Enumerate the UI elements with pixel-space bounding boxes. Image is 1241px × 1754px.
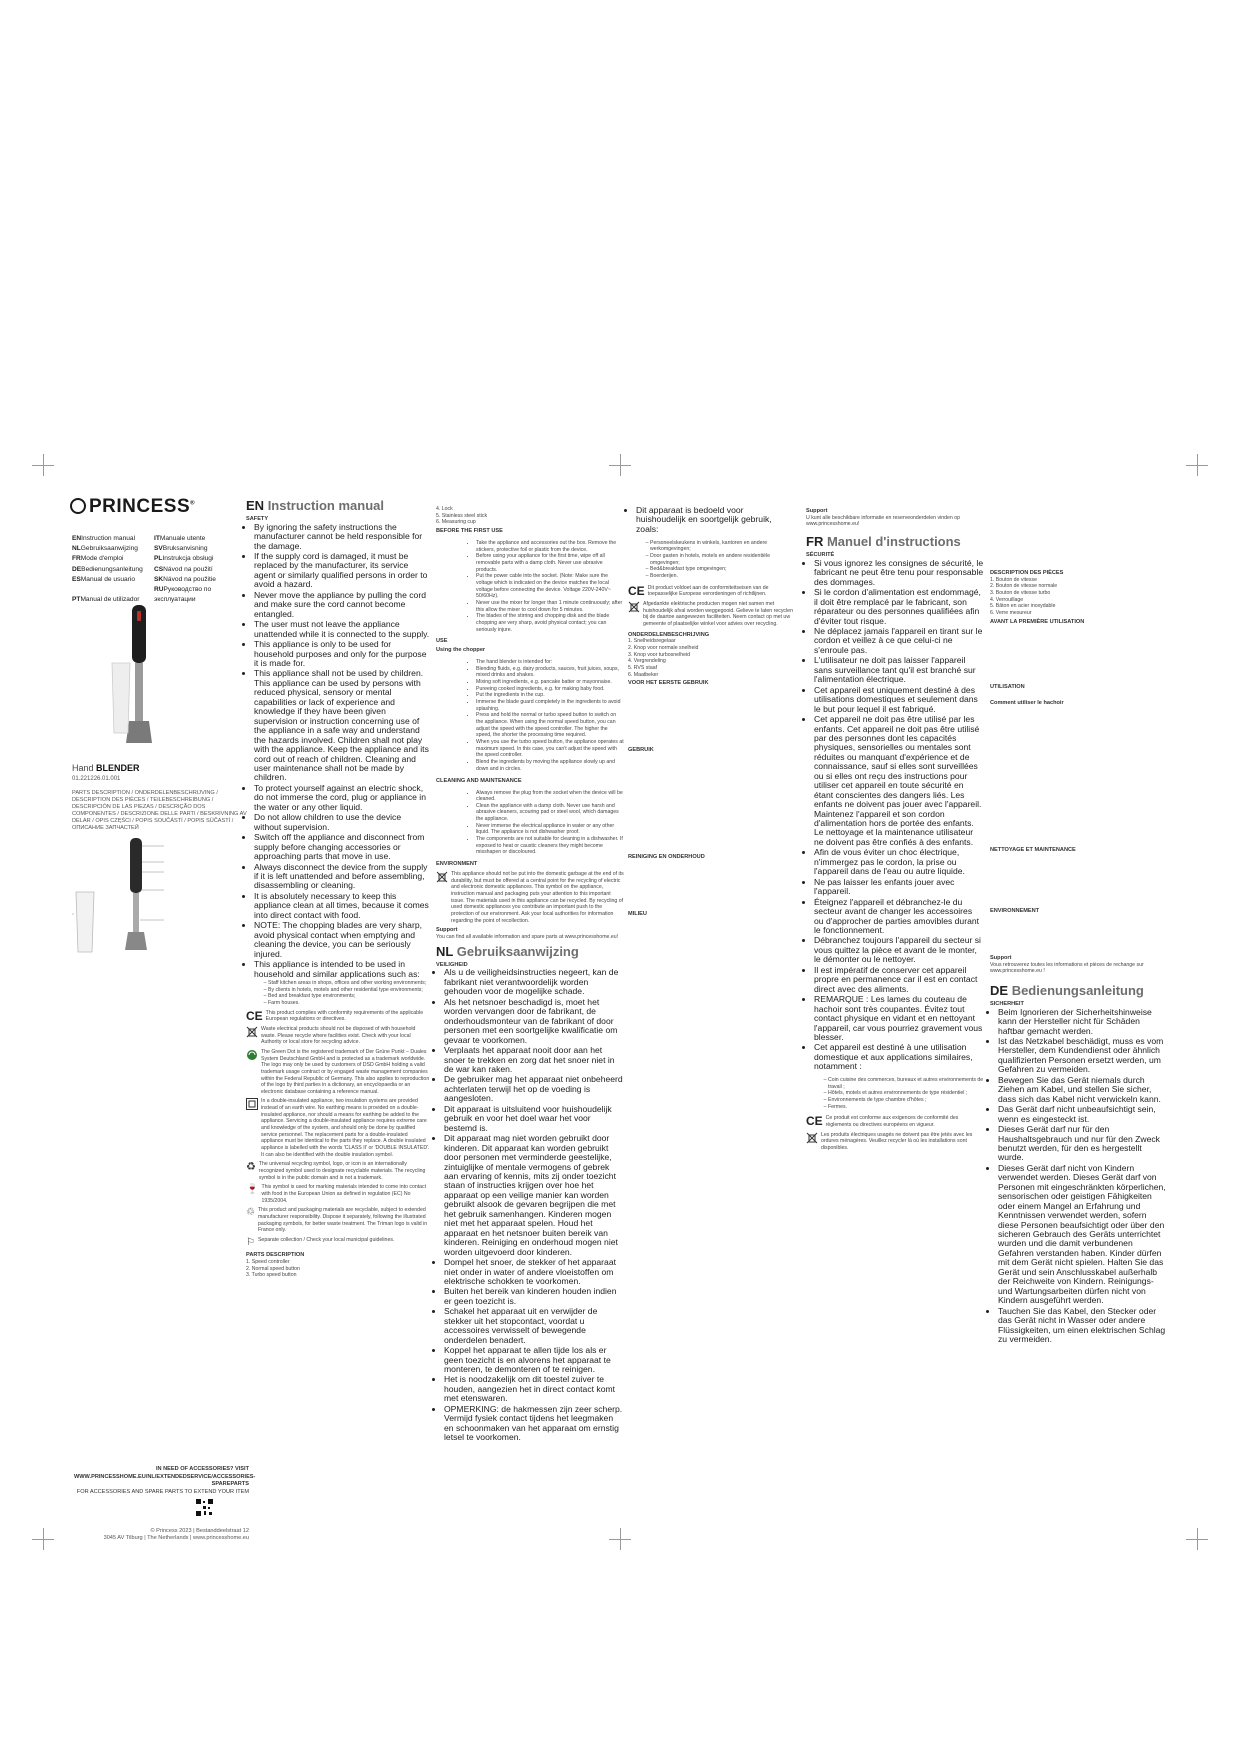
safety-item: • Do not allow children to use the device without supervision. (254, 813, 430, 832)
weee-row: Waste electrical products should not be disposed of with household waste. Please recycle where facilities exist. Check with your local Authority or local store for recycling advice. (246, 1026, 430, 1046)
french-section (806, 506, 984, 1155)
safety-heading-nl: VEILIGHEID (436, 961, 468, 968)
support-heading-fr: Support (990, 954, 1012, 961)
support-text: You can find all available information and spare parts at www.princesshome.eu! (436, 934, 619, 941)
safety-item: • Als het netsnoer beschadigd is, moet het worden vervangen door de fabrikant, de onderhoudsmonteur van de fabrikant of door personen met een soortgelijke kwalificatie om gevaar te voorkomen. (444, 998, 624, 1045)
language-item: ITManuale utente (154, 535, 206, 542)
chopper-item: • Mixing soft ingredients, e.g. pancake batter or mayonnaise. (476, 679, 624, 686)
use-item: – Farm houses. (268, 1000, 430, 1007)
safety-item: • Always disconnect the device from the supply if it is left unattended and before assembling, disassembling or cleaning. (254, 863, 430, 891)
use-item: – By clients in hotels, motels and other residential type environments; (268, 987, 430, 994)
english-continued (436, 506, 624, 1444)
support-heading-nl: Support (806, 508, 828, 514)
safety-item: • Cet appareil est uniquement destiné à des utilisations domestiques et seulement dans le but pour lequel il est fabriqué. (814, 686, 984, 714)
support-text-fr: Vous retrouverez toutes les informations et pièces de rechange sur www.princesshome.eu ! (990, 961, 1144, 975)
brand-ring-icon (70, 498, 86, 514)
recycling-icon: ♻ (246, 1161, 256, 1174)
cleaning-item: • Clean the appliance with a damp cloth. Never use harsh and abrasive cleaners, scouring pad or steel wool, which damages the appliance. (476, 803, 624, 823)
crop-mark-top-center (609, 454, 631, 476)
safety-heading: SAFETY (246, 515, 269, 522)
safety-item: • Beim Ignorieren der Sicherheitshinweise kann der Hersteller nicht für Schäden haftbar gemacht werden. (998, 1008, 1168, 1036)
language-item: ENInstruction manual (72, 535, 136, 542)
glass-fork-icon: 🍷 (246, 1184, 259, 1196)
accessories-footer: IN NEED OF ACCESSORIES? VISIT WWW.PRINCESSHOME.EU/NL/EXTENDEDSERVICE/ACCESSORIES-SPAREPARTS FOR ACCESSORIES AND SPARE PARTS TO EXTEND YOUR ITEM (74, 1466, 256, 1495)
part-item: 2. Knop voor normale snelheid (628, 645, 699, 652)
safety-list-en (246, 523, 430, 979)
parts-heading-fr: DESCRIPTION DES PIÈCES (990, 570, 1064, 576)
before-first-use-list (436, 540, 624, 633)
environment-heading-nl: MILIEU (628, 910, 647, 917)
uses-list-en (246, 980, 430, 1007)
brand-logo: PRINCESS® (70, 496, 195, 518)
parts-diagram (72, 832, 242, 962)
use-heading: USE (436, 638, 448, 645)
cleaning-heading-nl: REINIGING EN ONDERHOUD (628, 853, 705, 860)
safety-item: • This appliance is only to be used for household purposes and only for the purpose it is made for. (254, 640, 430, 668)
safety-item: • Débranchez toujours l'appareil du secteur si vous quittez la pièce et avant de le monter, le démonter ou le nettoyer. (814, 936, 984, 964)
part-item: 3. Turbo speed button (246, 1272, 297, 1279)
parts-list-en (246, 1259, 430, 1279)
before-first-use-heading-nl: VOOR HET EERSTE GEBRUIK (628, 680, 709, 687)
food-contact-row: 🍷 This symbol is used for marking materials intended to come into contact with food in the European Union as defined in regulation (EC) No 1935/2004. (246, 1184, 427, 1204)
parts-list-nl (628, 638, 794, 678)
crossed-bin-icon (436, 871, 448, 883)
ce-row: CE This product complies with conformity requirements of the applicable European regulations or directives. (246, 1008, 424, 1023)
use-item: – Personeelskeukens in winkels, kantoren en andere werkomgevingen; (650, 540, 794, 553)
safety-item: • Afin de vous éviter un choc électrique, n'immergez pas le cordon, la prise ou l'appareil dans de l'eau ou autre liquide. (814, 848, 984, 876)
safety-item: • This appliance shall not be used by children. This appliance can be used by persons with reduced physical, sensory or mental capabilities or lack of experience and knowledge if they have been given supervision or instruction concerning use of the appliance in a safe way and understand the hazards involved. Children shall not play with the appliance. Keep the appliance and its cord out of reach of children. Cleaning and user maintenance shall not be made by children. (254, 669, 430, 782)
safety-item: • OPMERKING: de hakmessen zijn zeer scherp. Vermijd fysiek contact tijdens het leegmaken en schoonmaken van het apparaat om ernstig letsel te voorkomen. (444, 1405, 624, 1443)
safety-item: • Cet appareil ne doit pas être utilisé par les enfants. Cet appareil ne doit pas être utilisé par des personnes dont les capacités physiques, sensorielles ou mentales sont réduites ou manquant d'expérience et de connaissance, sauf si elles sont surveillées ou si elles ont reçu des instructions pour utiliser cet appareil en toute sécurité en étant conscientes des dangers liés. Les enfants ne doivent pas jouer avec l'appareil. Maintenez l'appareil et son cordon d'alimentation hors de portée des enfants. Le nettoyage et la maintenance utilisateur ne doivent pas être confiés à des enfants. (814, 715, 984, 847)
safety-item: • L'utilisateur ne doit pas laisser l'appareil sans surveillance tant qu'il est branché sur l'alimentation électrique. (814, 656, 984, 684)
part-item: 4. Lock (436, 506, 453, 512)
separate-collection-icon: ⚐ (246, 1236, 255, 1248)
safety-item: • By ignoring the safety instructions the manufacturer cannot be held responsible for the damage. (254, 523, 430, 551)
green-dot-icon (246, 1049, 258, 1061)
part-item: 6. Measuring cup (436, 519, 476, 526)
language-item: PTManual de utilizador (72, 596, 140, 604)
safety-item: • Dit apparaat mag niet worden gebruikt door kinderen. Dit apparaat kan worden gebruikt door personen met verminderde geestelijke, zintuiglijke of mentale vermogens of gebrek aan ervaring of kennis, mits zij onder toezicht staan of instructies krijgen over hoe het apparaat op een veilige manier kan worden gebruikt alsook de gevaren begrijpen die met het gebruik samenhangen. Kinderen mogen niet met het apparaat spelen. Houd het apparaat en het netsnoer buiten bereik van kinderen. Reiniging en onderhoud mogen niet worden uitgevoerd door kinderen. (444, 1134, 624, 1257)
language-item: CSNávod na použití (154, 565, 213, 573)
chopper-item: • Immerse the blade guard completely in the ingredients to avoid splashing. (476, 699, 624, 712)
safety-item: • Ne pas laisser les enfants jouer avec l'appareil. (814, 878, 984, 897)
ce-row-nl: CE Dit product voldoet aan de conformiteitseisen van de toepasselijke Europese verordeningen of richtlijnen. (628, 583, 769, 598)
use-item: – Staff kitchen areas in shops, offices and other working environments; (268, 980, 430, 987)
use-heading-fr: UTILISATION (990, 683, 1025, 690)
language-item: SKNávod na použitie (154, 575, 216, 583)
part-item: 1. Speed controller (246, 1258, 290, 1265)
ce-mark-icon: CE (628, 583, 645, 598)
safety-item: • Si le cordon d'alimentation est endommagé, il doit être remplacé par le fabricant, son réparateur ou des personnes qualifiées afin d'éviter tout risque. (814, 588, 984, 626)
language-item: NLGebruiksaanwijzing (72, 545, 138, 553)
safety-item: • Schakel het apparaat uit en verwijder de stekker uit het stopcontact, voordat u accessoires verwisselt of bewegende onderdelen benadert. (444, 1307, 624, 1345)
safety-item: • Éteignez l'appareil et débranchez-le du secteur avant de changer les accessoires ou d'approcher de parties amovibles durant le fonctionnement. (814, 898, 984, 936)
safety-item: • Si vous ignorez les consignes de sécurité, le fabricant ne peut être tenu pour responsable des dommages. (814, 559, 984, 587)
before-item: • Take the appliance and accessories out the box. Remove the stickers, protective foil or plastic from the device. (476, 540, 624, 553)
safety-list-nl (436, 968, 624, 1442)
parts-description-header: PARTS DESCRIPTION / ONDERDELENBESCHRIJVING / DESCRIPTION DES PIÈCES / TEILEBESCHREIBUNG / DESCRIPCIÓN DE LAS PIEZAS / DESCRIÇÃO DOS COMPONENTES / DESCRIZIONE DELLE PARTI / BESKRIVNING AV DELAR / OPIS CZĘŚCI / POPIS SOUČÁSTÍ / POPIS SÚČASTÍ / ОПИСАНИЕ ЗАПЧАСТЕЙ (72, 790, 247, 831)
safety-item: • Koppel het apparaat te allen tijde los als er geen toezicht is en alvorens het apparaat te monteren, te demonteren of te reinigen. (444, 1346, 624, 1374)
use-item: – Door gasten in hotels, motels en andere residentiële omgevingen; (650, 553, 794, 566)
product-title: Hand BLENDER (72, 763, 140, 773)
safety-item: • Dompel het snoer, de stekker of het apparaat niet onder in water of andere vloeistoffen om elektrische schokken te voorkomen. (444, 1258, 624, 1286)
crossed-bin-icon (806, 1132, 818, 1144)
cleaning-heading-fr: NETTOYAGE ET MAINTENANCE (990, 847, 1076, 854)
crop-mark-top-left (32, 454, 54, 476)
part-item: 2. Bouton de vitesse normale (990, 583, 1058, 590)
crop-mark-top-right (1186, 454, 1208, 476)
part-item: 3. Knop voor turbosnelheid (628, 651, 691, 658)
safety-item: • De gebruiker mag het apparaat niet onbeheerd achterlaten terwijl het op de voeding is aangesloten. (444, 1075, 624, 1103)
safety-item: • NOTE: The chopping blades are very sharp, avoid physical contact when emptying and cleaning the device, you can be seriously injured. (254, 921, 430, 959)
section-title-nl: NL Gebruiksaanwijzing (436, 943, 579, 959)
cleaning-list (436, 790, 624, 857)
section-title-en: EN Instruction manual (246, 498, 384, 513)
address-footer: © Princess 2023 | Bestanddeelstraat 12 3045 AV Tilburg | The Netherlands | www.princesshome.eu (103, 1528, 249, 1542)
safety-list-de (990, 1008, 1168, 1345)
safety-item: • If the supply cord is damaged, it must be replaced by the manufacturer, its service agent or similarly qualified persons in order to avoid a hazard. (254, 552, 430, 590)
language-item: ESManual de usuario (72, 575, 136, 583)
before-first-use-heading: BEFORE THE FIRST USE (436, 527, 503, 534)
parts-list-fr (990, 577, 1168, 617)
chopper-item: • The hand blender is intended for: (476, 659, 624, 666)
triman-icon: ♲ (246, 1207, 255, 1219)
crossed-bin-icon (246, 1026, 258, 1038)
part-item: 5. Stainless steel stick (436, 512, 488, 519)
chopper-item: • Pureeing cooked ingredients, e.g. for making baby food. (476, 686, 624, 693)
part-item: 6. Verre mesureur (990, 610, 1032, 617)
language-item: PLInstrukcja obsługi (154, 555, 214, 563)
uses-list-fr (806, 1077, 984, 1110)
safety-item: • To protect yourself against an electric shock, do not immerse the cord, plug or appliance in the water or any other liquid. (254, 784, 430, 812)
safety-item: • Bewegen Sie das Gerät niemals durch Ziehen am Kabel, und stellen Sie sicher, dass sich das Kabel nicht verwickeln kann. (998, 1076, 1168, 1104)
part-item: 1. Bouton de vitesse (990, 576, 1038, 583)
use-item: – Bed and breakfast type environments; (268, 993, 430, 1000)
safety-item: • Het is noodzakelijk om dit toestel zuiver te houden, aangezien het in direct contact komt met etenswaren. (444, 1375, 624, 1403)
language-item: FRMode d'emploi (72, 555, 124, 563)
safety-item: • Tauchen Sie das Kabel, den Stecker oder das Gerät nicht in Wasser oder andere Flüssigkeiten, um einen elektrischen Schlag zu vermeiden. (998, 1307, 1168, 1345)
chopper-heading: Using the chopper (436, 647, 486, 654)
crop-mark-bottom-left (32, 1528, 54, 1550)
parts-heading-nl: ONDERDELENBESCHRIJVING (628, 631, 710, 638)
before-item: • The blades of the stirring and chopping disk and the blade chopping are very sharp, avoid physical contact; you can seriously injure. (476, 613, 624, 633)
safety-heading-de: SICHERHEIT (990, 1000, 1024, 1007)
cleaning-item: • Never immerse the electrical appliance in water or any other liquid. The appliance is not dishwasher proof. (476, 823, 624, 836)
safety-item: • Il est impératif de conserver cet appareil propre en permanence car il est en contact direct avec des aliments. (814, 966, 984, 994)
chopper-item: • Blend the ingredients by moving the appliance slowly up and down and in circles. (476, 759, 624, 772)
safety-list-fr (806, 559, 984, 1072)
safety-item: • Ne déplacez jamais l'appareil en tirant sur le cordon et veillez à ce que celui-ci ne s'enroule pas. (814, 627, 984, 655)
ce-mark-icon: CE (246, 1008, 263, 1023)
part-item: 4. Verrouillage (990, 596, 1024, 603)
chopper-item: • When you use the turbo speed button, the appliance operates at maximum speed. In this case, you can't adjust the speed with the speed controller. (476, 739, 624, 759)
ce-mark-icon: CE (806, 1114, 823, 1129)
safety-item: • Dit apparaat is uitsluitend voor huishoudelijk gebruik en voor het doel waar het voor bestemd is. (444, 1105, 624, 1133)
chopper-item: • Blending fluids, e.g. dairy products, sauces, fruit juices, soups, mixed drinks and shakes. (476, 666, 624, 679)
cleaning-item: • The components are not suitable for cleaning in a dishwasher. If exposed to heat or caustic cleaners they might become misshapen or discoloured. (476, 836, 624, 856)
cleaning-heading: CLEANING AND MAINTENANCE (436, 777, 522, 784)
safety-item: • Als u de veiligheidsinstructies negeert, kan de fabrikant niet verantwoordelijk worden gehouden voor de mogelijke schade. (444, 968, 624, 996)
before-first-use-heading-fr: AVANT LA PREMIÈRE UTILISATION (990, 618, 1085, 625)
crop-mark-bottom-right (1186, 1528, 1208, 1550)
safety-item: • REMARQUE : Les lames du couteau de hachoir sont très coupantes. Évitez tout contact physique en vidant et en nettoyant l'appareil, car vous pourriez gravement vous blesser. (814, 995, 984, 1042)
part-item: 1. Snelheidsregelaar (628, 638, 676, 645)
environment-heading: ENVIRONMENT (436, 861, 478, 868)
safety-item: • It is absolutely necessary to keep this appliance clean at all times, because it comes into direct contact with food. (254, 892, 430, 920)
chopper-item: • Put the ingredients in the cup. (476, 692, 624, 699)
section-title-de: DE Bedienungsanleitung (990, 982, 1144, 998)
before-item: • Put the power cable into the socket. (Note: Make sure the voltage which is indicated on the device matches the local voltage before connecting the device. Voltage 220V-240V~ 50/60Hz). (476, 573, 624, 600)
use-item: – Hôtels, motels et autres environnements de type résidentiel ; (828, 1090, 984, 1097)
part-item: 5. Bâton en acier inoxydable (990, 603, 1056, 610)
support-heading: Support (436, 927, 458, 934)
safety-item: • Never move the appliance by pulling the cord and make sure the cord cannot become entangled. (254, 591, 430, 619)
language-item: DEBedienungsanleitung (72, 565, 143, 573)
environment-row: This appliance should not be put into the domestic garbage at the end of its durability, but must be offered at a central point for the recycling of electric and electronic domestic appliances. This symbol on the appliance, instruction manual and packaging puts your attention to this important issue. The materials used in this appliance can be recycled. By recycling of used domestic appliances you contribute an important push to the protection of our environment. Ask your local authorities for information regarding the point of recollection. (436, 871, 624, 924)
language-item: SVBruksanvisning (154, 545, 208, 553)
weee-row-nl: Afgedankte elektrische producten mogen niet samen met huishoudelijk afval worden weggegooid. Gelieve te laten recyclen bij de daartoe aangewezen faciliteiten. Neem contact op met uw gemeente of plaatselijke winkel voor advies over recycling. (628, 601, 794, 628)
before-item: • Before using your appliance for the first time, wipe off all removable parts with a damp cloth. Never use abrasive products. (476, 553, 624, 573)
french-german-section (990, 520, 1168, 1345)
use-heading-nl: GEBRUIK (628, 747, 654, 754)
chopper-item: • Press and hold the normal or turbo speed button to switch on the appliance. When using the normal speed button, you can adjust the speed with the speed controller. The higher the speed, the shorter the processing time required. (476, 712, 624, 739)
safety-item: • Verplaats het apparaat nooit door aan het snoer te trekken en zorg dat het snoer niet in de war kan raken. (444, 1046, 624, 1074)
safety-heading-fr: SÉCURITÉ (806, 551, 835, 558)
safety-item: • Switch off the appliance and disconnect from supply before changing accessories or approaching parts that move in use. (254, 833, 430, 861)
hand-blender-image (110, 603, 170, 758)
safety-item: • Das Gerät darf nicht unbeaufsichtigt sein, wenn es eingesteckt ist. (998, 1105, 1168, 1124)
safety-item: • Dieses Gerät darf nicht von Kindern verwendet werden. Dieses Gerät darf von Personen mit eingeschränkten körperlichen, sensorischen oder geistigen Fähigkeiten oder einem Mangel an Erfahrung und Kenntnissen verwendet werden, sofern diese Personen beaufsichtigt oder über den sicheren Gebrauch des Geräts unterrichtet wurden und die damit verbundenen Gefahren verstanden haben. Kinder dürfen mit dem Gerät nicht spielen. Halten Sie das Gerät und sein Anschlusskabel außerhalb der Reichweite von Kindern. Reinigungs- und Wartungsarbeiten dürfen nicht von Kindern ausgeführt werden. (998, 1164, 1168, 1306)
crop-mark-bottom-center (609, 1528, 631, 1550)
use-item: – Environnements de type chambre d'hôtes ; (828, 1097, 984, 1104)
recycling-row: ♻ The universal recycling symbol, logo, or icon is an internationally recognized symbol used to designate recyclable materials. The recycling symbol is in the public domain and is not a trademark. (246, 1161, 426, 1181)
part-item: 6. Maatbeker (628, 671, 659, 678)
separate-row: ⚐ Separate collection / Check your local municipal guidelines. (246, 1236, 395, 1248)
use-item: – Boerderijen. (650, 573, 794, 580)
crossed-bin-icon (628, 601, 640, 613)
safety-list-nl-continued: • Dit apparaat is bedoeld voor huishoudelijk en soortgelijk gebruik, zoals: (628, 506, 794, 534)
chopper-list (436, 659, 624, 772)
model-number: 01.221226.01.001 (72, 776, 121, 782)
part-item: 4. Vergrendeling (628, 658, 666, 665)
safety-item: • The user must not leave the appliance unattended while it is connected to the supply. (254, 620, 430, 639)
parts-list-en-continued (436, 506, 624, 526)
packaging-row: ♲ This product and packaging materials are recyclable, subject to extended manufacturer responsibility. Dispose it separately, following the illustrated packaging symbols, for better waste treatment. The Triman logo is valid in France only. (246, 1207, 428, 1234)
before-item: • Never use the mixer for longer than 1 minute continuously; after this allow the mixer to cool down for 5 minutes. (476, 600, 624, 613)
chopper-heading-fr: Comment utiliser le hachoir (990, 700, 1064, 707)
safety-item: • Ist das Netzkabel beschädigt, muss es vom Hersteller, dem Kundendienst oder ähnlich qualifizierten Personen ersetzt werden, um Gefahren zu vermeiden. (998, 1037, 1168, 1075)
double-insulation-icon (246, 1098, 258, 1110)
support-text-nl: U kunt alle beschikbare informatie en reserveonderdelen vinden op www.princesshome.eu! (806, 514, 960, 528)
safety-item: • This appliance is intended to be used in household and similar applications such as: (254, 960, 430, 979)
part-item: 3. Bouton de vitesse turbo (990, 590, 1051, 597)
section-title-fr: FR Manuel d'instructions (806, 534, 961, 550)
use-item: – Coin cuisine des commerces, bureaux et autres environnements de travail ; (828, 1077, 984, 1090)
dutch-continued (628, 506, 794, 918)
language-item: RUРуководство по эксплуатации (154, 586, 212, 604)
safety-item: • Buiten het bereik van kinderen houden indien er geen toezicht is. (444, 1287, 624, 1306)
uses-list-nl (628, 540, 794, 580)
double-insulated-row: In a double-insulated appliance, two insulation systems are provided instead of an earth wire. No earthing means is provided on a double-insulated appliance, nor should a means for earthing be added to the appliance. Servicing a double-insulated appliance requires extreme care and knowledge of the system, and should only be done by qualified service personnel. The replacement parts for a double-insulated appliance must be identical to the parts they replace. A double insulated appliance is labelled with the words 'CLASS II' or 'DOUBLE INSULATED'. It can also be identified with the double insulation symbol. (246, 1098, 430, 1158)
weee-row-fr: Les produits électriques usagés ne doivent pas être jetés avec les ordures ménagères. Veuillez recycler là où les installations sont disponibles. (806, 1132, 984, 1152)
parts-heading-en: PARTS DESCRIPTION (246, 1252, 305, 1259)
use-item: – Fermes. (828, 1104, 984, 1111)
part-item: 5. RVS staaf (628, 665, 658, 672)
english-section (246, 498, 430, 1279)
use-item: – Bed&breakfast type omgevingen; (650, 566, 794, 573)
safety-item: • Cet appareil est destiné à une utilisation domestique et aux applications similaires, notamment : (814, 1043, 984, 1071)
qr-code-icon (196, 1499, 213, 1516)
language-list (72, 534, 242, 606)
environment-heading-fr: ENVIRONNEMENT (990, 908, 1040, 914)
green-dot-row: The Green Dot is the registered trademark of Der Grüne Punkt – Duales System Deutschland GmbH and is protected as a trademark worldwide. The logo may only be used by customers of DSD GmbH holding a valid trademark usage contract or by engaged waste management companies within the Federal Republic of Germany. This also applies to reproduction of the logo by third parties in a dictionary, an encyclopaedia or an electronic database containing a reference manual. (246, 1049, 430, 1096)
safety-item: • Dieses Gerät darf nur für den Haushaltsgebrauch und nur für den Zweck benutzt werden, für den es hergestellt wurde. (998, 1125, 1168, 1163)
part-item: 2. Normal speed button (246, 1265, 300, 1272)
ce-row-fr: CE Ce produit est conforme aux exigences de conformité des règlements ou directives européens en vigueur. (806, 1114, 959, 1129)
cleaning-item: • Always remove the plug from the socket when the device will be cleaned. (476, 790, 624, 803)
